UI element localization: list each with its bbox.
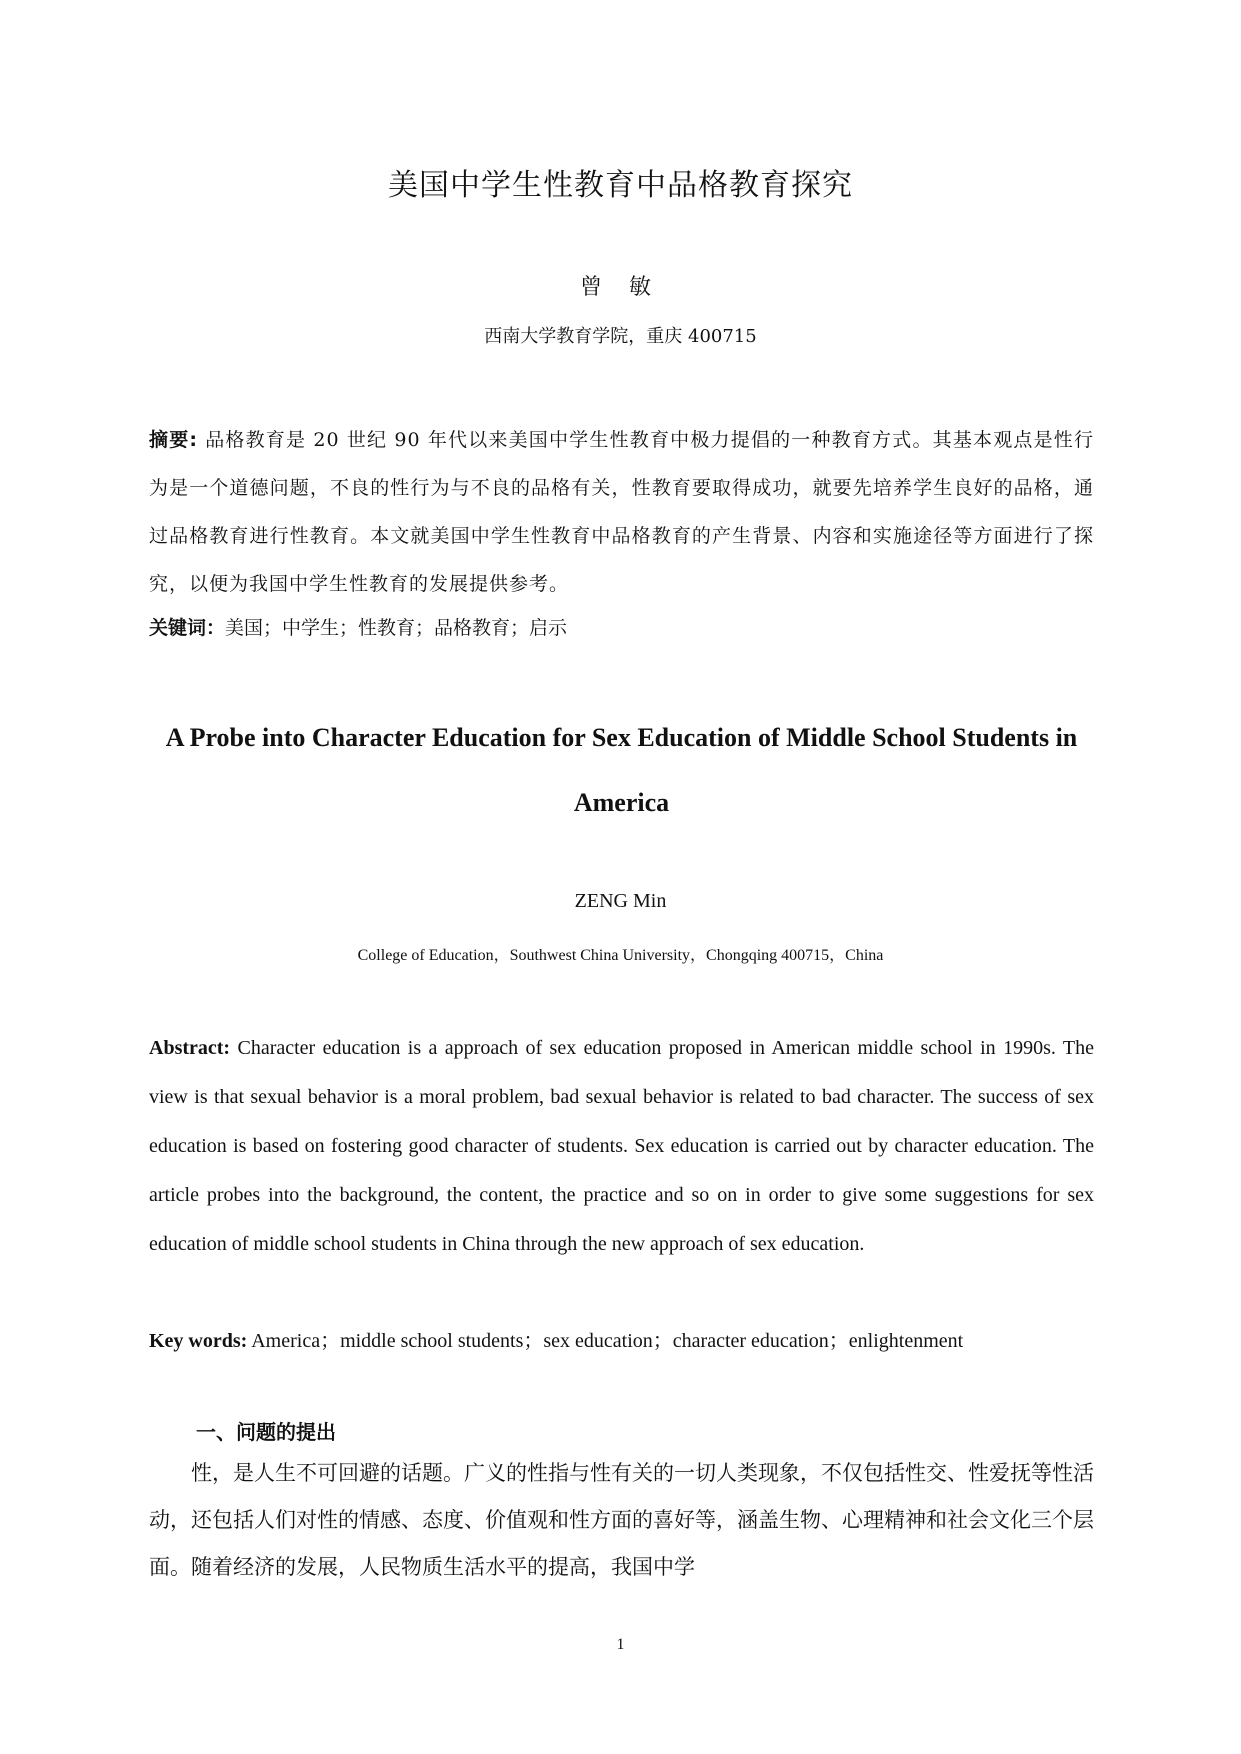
english-author: ZENG Min <box>574 890 667 912</box>
chinese-author: 曾 敏 <box>580 275 661 300</box>
page-number: 1 <box>616 1636 625 1653</box>
body-paragraph: 性，是人生不可回避的话题。广义的性指与性有关的一切人类现象，不仅包括性交、性爱抚等性活动，还包括人们对性的情感、态度、价值观和性方面的喜好等，涵盖生物、心理精神和社会文化三个层面。随着经济的发展，人民物质生活水平的提高，我国中学 <box>149 1461 1094 1579</box>
chinese-abstract-text: 品格教育是 20 世纪 90 年代以来美国中学生性教育中极力提倡的一种教育方式。其基本观点是性行为是一个道德问题，不良的性行为与不良的品格有关，性教育要取得成功，就要先培养学生良好的品格，通过品格教育进行性教育。本文就美国中学生性教育中品格教育的产生背景、内容和实施途径等方面进行了探究，以便为我国中学生性教育的发展提供参考。 <box>149 429 1094 595</box>
section-heading: 一、问题的提出 <box>196 1420 336 1444</box>
chinese-keywords-text: 美国；中学生；性教育；品格教育；启示 <box>225 617 568 639</box>
english-keywords-text: America；middle school students；sex education；character education；enlightenment <box>247 1330 964 1352</box>
english-title: A Probe into Character Education for Sex Education of Middle School Students in America <box>165 723 1078 817</box>
chinese-keywords <box>149 604 1094 652</box>
chinese-abstract-label: 摘要: <box>149 429 198 451</box>
english-abstract <box>149 1024 1094 1269</box>
english-abstract-text: Character education is a approach of sex education proposed in American middle school in 1990s. The view is that sexual behavior is a moral problem, bad sexual behavior is related to bad character. The success of sex education is based on fostering good character of students. Sex education is carried out by character education. The article probes into the background, the content, the practice and so on in order to give some suggestions for sex education of middle school students in China through the new approach of sex education. <box>149 1037 1094 1255</box>
english-abstract-label: Abstract: <box>149 1037 231 1059</box>
chinese-affiliation: 西南大学教育学院，重庆 400715 <box>484 326 757 347</box>
chinese-keywords-label: 关键词： <box>149 617 226 639</box>
english-keywords <box>149 1317 1094 1366</box>
chinese-abstract <box>149 416 1094 608</box>
chinese-title: 美国中学生性教育中品格教育探究 <box>388 168 853 203</box>
english-affiliation: College of Education，Southwest China University，Chongqing 400715，China <box>357 947 884 964</box>
english-keywords-label: Key words: <box>149 1330 248 1352</box>
